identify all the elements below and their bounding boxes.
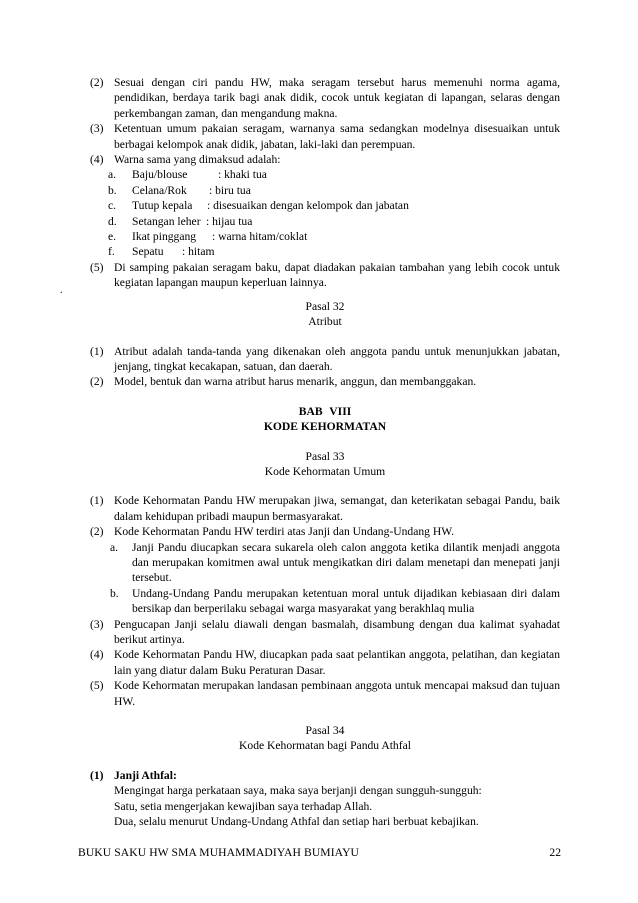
list-letter: e. (108, 230, 117, 244)
janji-item (90, 768, 560, 783)
warna-value: : biru tua (209, 183, 251, 197)
item-number: (2) (90, 525, 104, 539)
list-item (90, 152, 560, 167)
item-text: Kode Kehormatan Pandu HW merupakan jiwa, semangat, dan keterikatan sebagai Pandu, baik dalam kehidupan pribadi maupun bermasyarakat. (114, 494, 560, 523)
warna-value: : warna hitam/coklat (212, 230, 308, 244)
warna-list-item (90, 244, 560, 259)
list-item (90, 524, 560, 539)
warna-list-item (90, 167, 560, 182)
item-number: (4) (90, 153, 104, 167)
list-item (90, 121, 560, 152)
sub-list-item (90, 540, 560, 586)
warna-label: Sepatu (132, 245, 164, 259)
item-number: (1) (90, 768, 104, 782)
warna-value: : khaki tua (218, 168, 267, 182)
sub-list-item (90, 586, 560, 617)
page-number: 22 (549, 846, 561, 859)
list-letter: f. (108, 245, 115, 259)
list-item (90, 617, 560, 648)
list-item (90, 647, 560, 678)
list-letter: a. (108, 168, 117, 182)
warna-label: Baju/blouse (132, 168, 188, 182)
item-text: Di samping pakaian seragam baku, dapat diadakan pakaian tambahan yang lebih cocok untuk kegiatan lapangan maupun keperluan lainnya. (114, 260, 560, 290)
janji-line: Dua, selalu menurut Undang-Undang Athfal dan setiap hari berbuat kebajikan. (114, 815, 479, 829)
list-item (90, 678, 560, 709)
warna-value: : disesuaikan dengan kelompok dan jabatan (207, 199, 409, 213)
warna-list-item (90, 183, 560, 198)
janji-line: Satu, setia mengerjakan kewajiban saya terhadap Allah. (114, 799, 373, 813)
item-number: (4) (90, 648, 104, 662)
item-number: (3) (90, 617, 104, 631)
item-text: Pengucapan Janji selalu diawali dengan basmalah, disambung dengan dua kalimat syahadat berikut artinya. (114, 617, 560, 646)
sub-item-text: Janji Pandu diucapkan secara sukarela oleh calon anggota ketika dilantik menjadi anggota dan merupakan komitmen awal untuk mengikatkan diri dalam menetapi dan menepati janji tersebut. (132, 540, 560, 585)
item-number: (5) (90, 679, 104, 693)
warna-label: Celana/Rok (132, 183, 187, 197)
list-letter: d. (108, 214, 117, 228)
item-text: Warna sama yang dimaksud adalah: (114, 153, 281, 167)
item-text: Atribut adalah tanda-tanda yang dikenakan oleh anggota pandu untuk menunjukkan jabatan, jenjang, tingkat kecakapan, satuan, dan daerah. (114, 344, 560, 373)
list-item (90, 75, 560, 121)
warna-label: Ikat pinggang (132, 230, 197, 244)
warna-list-item (90, 214, 560, 229)
warna-label: Setangan leher (132, 214, 201, 228)
sub-item-text: Undang-Undang Pandu merupakan ketentuan moral untuk dijadikan kebiasaan diri dalam bersikap dan berperilaku sebagai warga masyarakat yang berakhlaq mulia (132, 586, 560, 616)
list-letter: b. (110, 586, 119, 600)
stray-mark: . (60, 285, 63, 296)
list-item (90, 374, 560, 389)
list-item (90, 344, 560, 375)
chapter-title: KODE KEHORMATAN (263, 420, 387, 434)
list-letter: b. (108, 183, 117, 197)
page-content (90, 75, 560, 829)
warna-value: : hitam (182, 245, 215, 259)
pasal-title: Atribut (308, 315, 342, 329)
item-text: Kode Kehormatan merupakan landasan pembinaan anggota untuk mencapai maksud dan tujuan HW. (114, 679, 560, 708)
list-item (90, 493, 560, 524)
janji-line: Mengingat harga perkataan saya, maka saya berjanji dengan sungguh-sungguh: (114, 784, 482, 798)
warna-value: : hijau tua (206, 214, 253, 228)
list-letter: c. (108, 199, 117, 213)
pasal-title: Kode Kehormatan bagi Pandu Athfal (239, 739, 411, 753)
item-number: (1) (90, 344, 104, 358)
pasal-heading: Pasal 34 (305, 724, 345, 738)
warna-list-item (90, 229, 560, 244)
item-number: (1) (90, 494, 104, 508)
pasal-heading: Pasal 33 (305, 449, 345, 463)
chapter-heading: BAB VIII (298, 404, 352, 418)
item-number: (5) (90, 260, 104, 274)
pasal-heading: Pasal 32 (305, 299, 345, 313)
warna-label: Tutup kepala (132, 199, 193, 213)
list-letter: a. (110, 540, 119, 554)
warna-list-item (90, 198, 560, 213)
item-text: Ketentuan umum pakaian seragam, warnanya sama sedangkan modelnya disesuaikan untuk berbagai kelompok anak didik, jabatan, laki-laki dan perempuan. (114, 122, 560, 151)
list-item (90, 260, 560, 291)
item-text: Sesuai dengan ciri pandu HW, maka seragam tersebut harus memenuhi norma agama, pendidikan, berdaya tarik bagi anak didik, cocok untuk kegiatan di lapangan, selaras dengan perkembangan zaman, dan mengandung makna. (114, 76, 560, 120)
item-number: (2) (90, 76, 104, 89)
item-number: (3) (90, 122, 104, 136)
janji-title: Janji Athfal: (114, 768, 177, 782)
item-text: Kode Kehormatan Pandu HW, diucapkan pada saat pelantikan anggota, pelatihan, dan kegiatan lain yang diatur dalam Buku Peraturan Dasar. (114, 648, 560, 677)
footer-title: BUKU SAKU HW SMA MUHAMMADIYAH BUMIAYU (78, 846, 360, 859)
item-number: (2) (90, 375, 104, 389)
item-text: Model, bentuk dan warna atribut harus menarik, anggun, dan membanggakan. (114, 375, 477, 389)
item-text: Kode Kehormatan Pandu HW terdiri atas Janji dan Undang-Undang HW. (114, 525, 454, 539)
pasal-title: Kode Kehormatan Umum (264, 464, 386, 478)
